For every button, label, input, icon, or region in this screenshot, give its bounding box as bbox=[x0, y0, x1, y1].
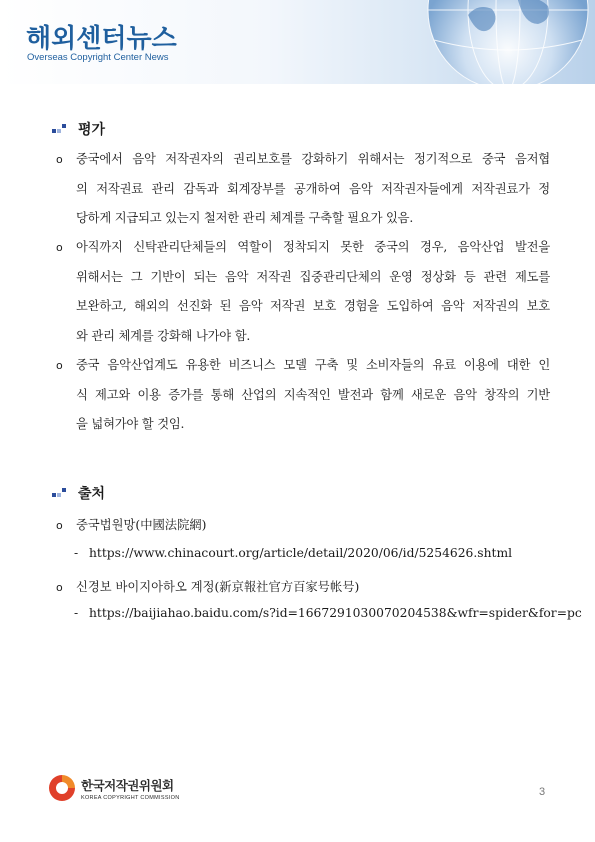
paragraph-line: 보완하고, 해외의 선진화 된 음악 저작권 보호 경험을 도입하여 음악 저작권의 보호 bbox=[76, 299, 550, 313]
paragraph-line: 의 저작권료 관리 감독과 회계장부를 공개하여 음악 저작권자들에게 저작권료가 정 bbox=[76, 181, 550, 196]
source-item-2 bbox=[56, 577, 359, 595]
section-heading-sources bbox=[52, 483, 105, 503]
paragraph-line: 와 관리 체계를 강화해 나가야 함. bbox=[76, 328, 251, 343]
bullet-marker: o bbox=[56, 241, 63, 254]
bullet-marker: o bbox=[56, 359, 63, 372]
source-url-line-2 bbox=[74, 606, 582, 620]
organization-name-ko: 한국저작권위원회 bbox=[81, 777, 174, 793]
source-name: 중국법원망(中國法院網) bbox=[76, 518, 207, 532]
header-subtitle: Overseas Copyright Center News bbox=[27, 52, 169, 63]
bullet-marker: o bbox=[56, 581, 63, 594]
globe-icon bbox=[398, 0, 595, 84]
organization-name-en: KOREA COPYRIGHT COMMISSION bbox=[81, 794, 180, 801]
bullet-marker: o bbox=[56, 153, 63, 166]
evaluation-item-3 bbox=[56, 351, 550, 440]
section-heading-evaluation bbox=[52, 119, 105, 139]
paragraph-line: 을 넓혀가야 할 것임. bbox=[76, 417, 185, 431]
header-title: 해외센터뉴스 bbox=[26, 24, 177, 54]
paragraph-line: 중국 음악산업계도 유용한 비즈니스 모델 구축 및 소비자들의 유료 이용에 대한 인 bbox=[76, 358, 550, 372]
section-heading-text: 출처 bbox=[78, 486, 106, 502]
paragraph-line: 중국에서 음악 저작권자의 권리보호를 강화하기 위해서는 정기적으로 중국 음저협 bbox=[76, 152, 550, 166]
squares-bullet-icon bbox=[52, 487, 66, 499]
organization-logo bbox=[47, 773, 179, 803]
squares-bullet-icon bbox=[52, 123, 66, 135]
paragraph-line: 아직까지 신탁관리단체들의 역할이 정착되지 못한 중국의 경우, 음악산업 발전을 bbox=[76, 240, 550, 254]
kcc-logo-icon bbox=[47, 773, 77, 803]
paragraph-line: 위해서는 그 기반이 되는 음악 저작권 집중관리단체의 운영 정상화 등 관련 제도를 bbox=[76, 269, 550, 284]
evaluation-item-2 bbox=[56, 233, 550, 351]
bullet-marker: o bbox=[56, 519, 63, 532]
paragraph-line: 당하게 지급되고 있는지 철저한 관리 체계를 구축할 필요가 있음. bbox=[76, 211, 414, 225]
section-heading-text: 평가 bbox=[78, 122, 106, 138]
source-name: 신경보 바이지아하오 계정(新京報社官方百家号帐号) bbox=[76, 580, 360, 594]
paragraph-line: 식 제고와 이용 증가를 통해 산업의 지속적인 발전과 함께 새로운 음악 창작의 기반 bbox=[76, 387, 550, 402]
source-url-line-1 bbox=[74, 546, 512, 560]
page-number: 3 bbox=[539, 786, 546, 798]
evaluation-item-1 bbox=[56, 145, 550, 234]
dash-marker: - bbox=[74, 606, 79, 620]
dash-marker: - bbox=[74, 546, 79, 560]
source-url-link[interactable]: https://baijiahao.baidu.com/s?id=1667291030070204538&wfr=spider&for=pc bbox=[89, 606, 582, 620]
header-banner bbox=[0, 0, 595, 84]
source-url-link[interactable]: https://www.chinacourt.org/article/detail/2020/06/id/5254626.shtml bbox=[89, 546, 513, 560]
source-item-1 bbox=[56, 515, 206, 533]
